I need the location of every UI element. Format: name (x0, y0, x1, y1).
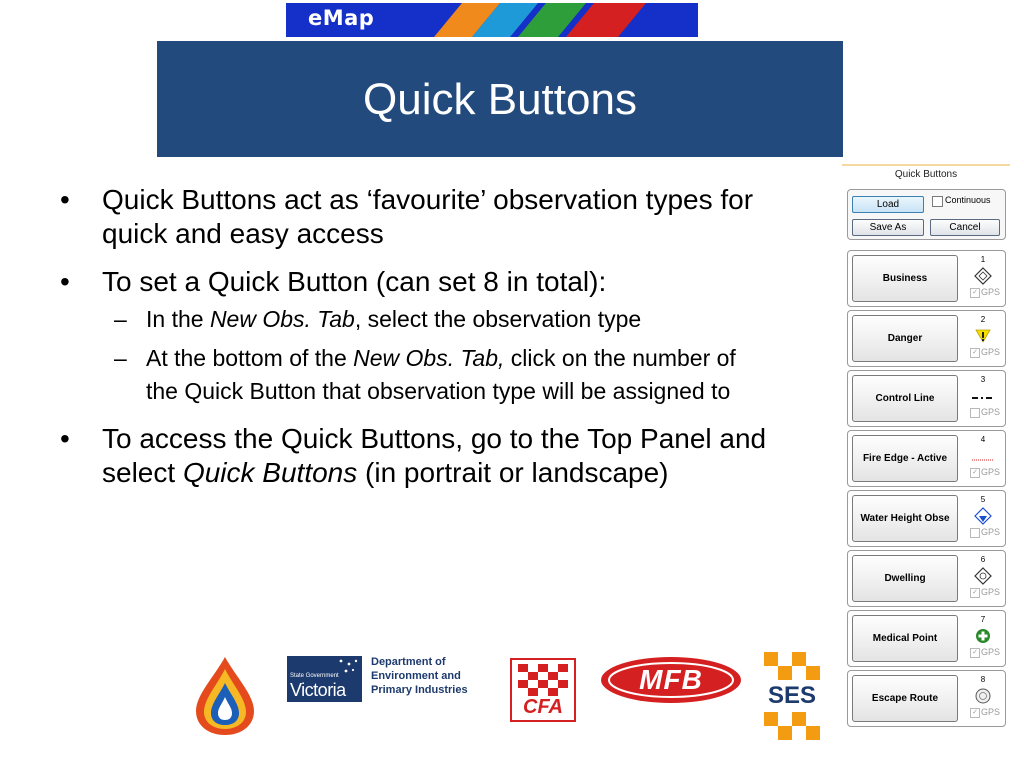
escape-route-circle-icon (972, 687, 994, 705)
quick-button-row-5 (847, 490, 1006, 547)
quick-buttons-panel (842, 164, 1010, 732)
dept-line: Primary Industries (371, 684, 468, 696)
gps-checkbox[interactable]: ✓ (970, 288, 980, 298)
save-as-button[interactable]: Save As (852, 219, 924, 236)
gps-checkbox[interactable] (970, 408, 980, 418)
dept-line: Department of (371, 656, 446, 668)
slide-content (60, 183, 820, 504)
gps-checkbox[interactable] (970, 528, 980, 538)
sub-bullet-italic: New Obs. Tab (209, 306, 355, 332)
cfa-label: CFA (523, 696, 563, 718)
quick-button-row-7 (847, 610, 1006, 667)
bullet-text: Quick Buttons act as ‘favourite’ observation types for quick and easy access (102, 184, 754, 249)
quick-button-number[interactable]: 4 (980, 435, 986, 444)
gps-label: GPS (981, 347, 1001, 357)
gps-label: GPS (981, 647, 1001, 657)
victoria-label: Victoria (290, 680, 346, 700)
department-name (371, 655, 486, 697)
bullet-prefix: To access the Quick Buttons, go to the Top Panel and select (102, 423, 767, 488)
southern-cross-stars-icon (337, 658, 361, 676)
title-bar (157, 41, 843, 157)
victoria-government-logo (287, 656, 362, 702)
gps-label: GPS (981, 407, 1001, 417)
quick-button-number[interactable]: 1 (980, 255, 986, 264)
continuous-label: Continuous (945, 195, 991, 205)
gps-label: GPS (981, 527, 1001, 537)
sub-bullet-item: – At the bottom of the New Obs. Tab, click on the number of the Quick Button that observation type will be assigned to (114, 345, 736, 404)
bullet-item: • Quick Buttons act as ‘favourite’ observation types for quick and easy access (60, 184, 754, 249)
gps-label: GPS (981, 587, 1001, 597)
bullet-item: • To set a Quick Button (can set 8 in total): (60, 266, 607, 297)
bullet-italic: Quick Buttons (182, 457, 358, 488)
gps-label: GPS (981, 707, 1001, 717)
quick-button-row-2 (847, 310, 1006, 367)
quick-button-row-6 (847, 550, 1006, 607)
sub-bullet-italic: New Obs. Tab, (353, 345, 505, 371)
dept-line: Environment and (371, 670, 461, 682)
quick-button-number[interactable]: 8 (980, 675, 986, 684)
quick-button-number[interactable]: 7 (980, 615, 986, 624)
state-government-label: State Government (290, 673, 339, 679)
sub-bullet-suffix: click on the number of the Quick Button that observation type will be assigned to (146, 345, 736, 404)
quick-button-fire-edge-active[interactable]: Fire Edge - Active (852, 435, 958, 482)
cancel-button[interactable]: Cancel (930, 219, 1000, 236)
quick-button-number[interactable]: 2 (980, 315, 986, 324)
mfb-label: MFB (639, 664, 703, 695)
gps-checkbox[interactable]: ✓ (970, 708, 980, 718)
quick-button-danger[interactable]: Danger (852, 315, 958, 362)
fire-drop-logo (192, 655, 258, 737)
quick-button-row-8 (847, 670, 1006, 727)
gps-checkbox[interactable]: ✓ (970, 348, 980, 358)
gps-label: GPS (981, 287, 1001, 297)
emap-logo-text: eMap (308, 6, 375, 30)
ses-label: SES (767, 682, 817, 709)
bullet-item: • To access the Quick Buttons, go to the Top Panel and select Quick Buttons (in portrait or landscape) (60, 423, 767, 488)
control-line-dashes-icon (972, 387, 994, 405)
quick-button-business[interactable]: Business (852, 255, 958, 302)
bullet-suffix: (in portrait or landscape) (357, 457, 669, 488)
quick-button-dwelling[interactable]: Dwelling (852, 555, 958, 602)
fire-edge-dotted-line-icon (972, 447, 994, 465)
quick-button-water-height[interactable]: Water Height Obse (852, 495, 958, 542)
continuous-checkbox[interactable] (932, 196, 943, 207)
cfa-logo (510, 658, 576, 722)
bullet-text: To set a Quick Button (can set 8 in total): (102, 266, 607, 297)
gps-checkbox[interactable]: ✓ (970, 588, 980, 598)
danger-warning-icon (972, 327, 994, 345)
quick-button-number[interactable]: 5 (980, 495, 986, 504)
panel-header: Quick Buttons (894, 169, 958, 180)
sub-bullet-prefix: In the (146, 306, 210, 332)
dwelling-diamond-icon (972, 567, 994, 585)
slide-title: Quick Buttons (363, 75, 637, 124)
gps-checkbox[interactable]: ✓ (970, 468, 980, 478)
mfb-logo (600, 656, 742, 704)
quick-button-medical-point[interactable]: Medical Point (852, 615, 958, 662)
quick-button-number[interactable]: 3 (980, 375, 986, 384)
panel-controls (847, 189, 1006, 240)
sub-bullet-prefix: At the bottom of the (146, 345, 354, 371)
water-height-diamond-icon (972, 507, 994, 525)
quick-button-row-4 (847, 430, 1006, 487)
quick-button-number[interactable]: 6 (980, 555, 986, 564)
quick-button-row-3 (847, 370, 1006, 427)
medical-plus-icon (972, 627, 994, 645)
quick-button-row-1 (847, 250, 1006, 307)
sub-bullet-suffix: , select the observation type (354, 306, 642, 332)
gps-label: GPS (981, 467, 1001, 477)
quick-button-escape-route[interactable]: Escape Route (852, 675, 958, 722)
cfa-checker-graphic (518, 664, 568, 696)
quick-button-control-line[interactable]: Control Line (852, 375, 958, 422)
load-button[interactable]: Load (852, 196, 924, 213)
emap-banner (286, 3, 698, 37)
sub-bullet-item: – In the New Obs. Tab, select the observation type (114, 306, 642, 332)
ses-logo (764, 652, 820, 740)
business-diamond-icon (972, 267, 994, 285)
gps-checkbox[interactable]: ✓ (970, 648, 980, 658)
